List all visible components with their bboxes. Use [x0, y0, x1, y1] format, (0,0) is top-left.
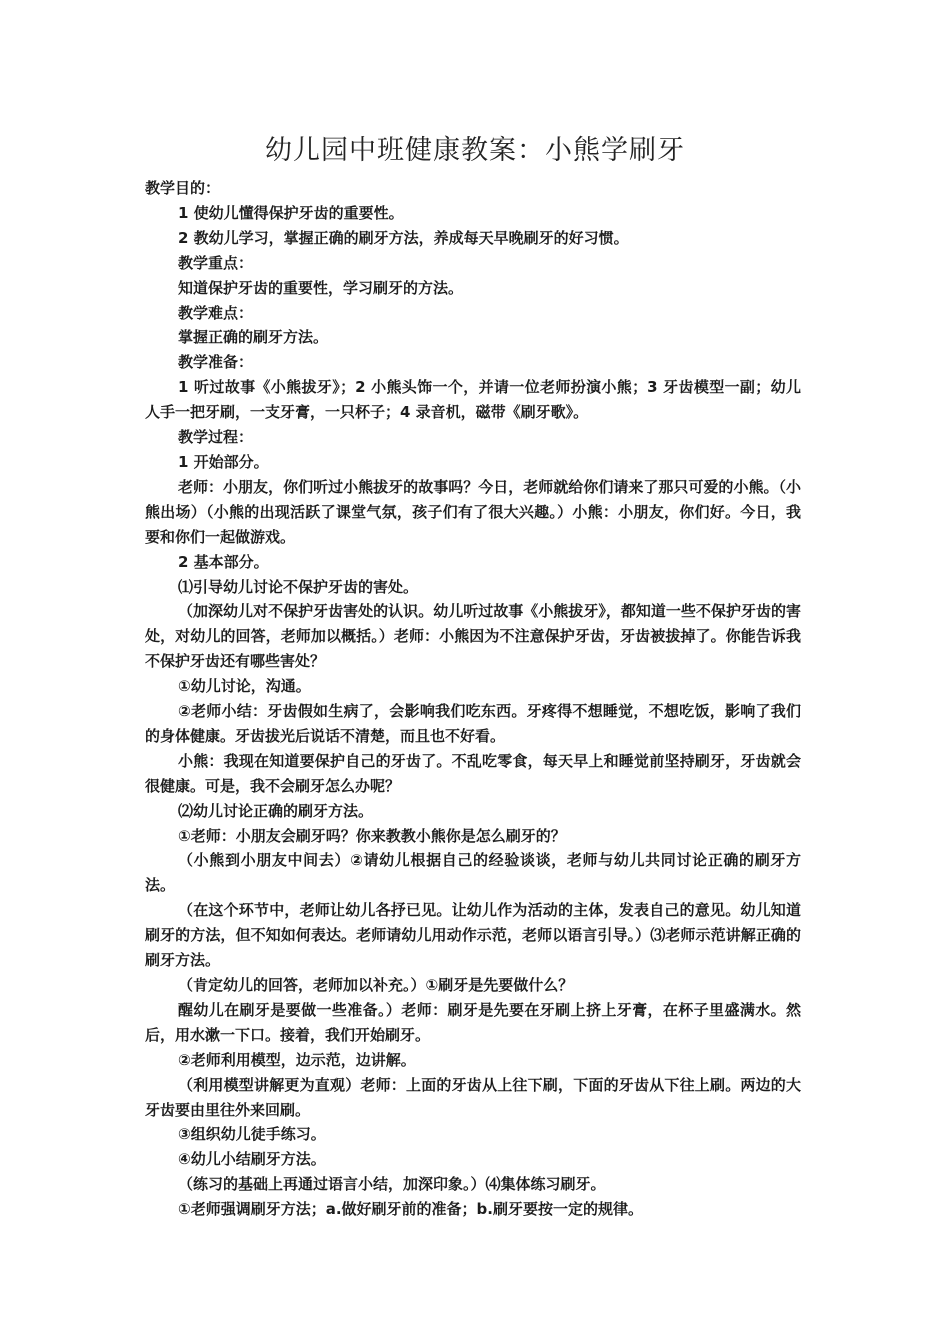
paragraph: ①幼儿讨论，沟通。	[178, 677, 311, 696]
paragraph: （肯定幼儿的回答，老师加以补充。）①刷牙是先要做什么？	[178, 976, 574, 994]
paragraph: ②老师小结：牙齿假如生病了，会影响我们吃东西。牙疼得不想睡觉，不想吃饭，影响了我们的身体健康。牙齿拔光后说话不清楚，而且也不好看。	[145, 702, 801, 745]
paragraph: （在这个环节中，老师让幼儿各抒已见。让幼儿作为活动的主体，发表自己的意见。幼儿知道刷牙的方法，但不知如何表达。老师请幼儿用动作示范，老师以语言引导。）⑶老师示范讲解正确的刷牙方法。	[145, 901, 801, 970]
paragraph: （利用模型讲解更为直观）老师：上面的牙齿从上往下刷，下面的牙齿从下往上刷。两边的大牙齿要由里往外来回刷。	[145, 1075, 801, 1119]
paragraph: 1 使幼儿懂得保护牙齿的重要性。	[178, 203, 404, 222]
paragraph: 老师：小朋友，你们听过小熊拔牙的故事吗？今日，老师就给你们请来了那只可爱的小熊。（小熊出场）（小熊的出现活跃了课堂气氛，孩子们有了很大兴趣。）小熊：小朋友，你们好。今日，我要和你们一起做游戏。	[145, 477, 801, 546]
document-body	[145, 176, 801, 1222]
paragraph: 知道保护牙齿的重要性，学习刷牙的方法。	[178, 278, 464, 297]
paragraph: ⑵幼儿讨论正确的刷牙方法。	[178, 801, 374, 820]
paragraph: ②老师利用模型，边示范，边讲解。	[178, 1050, 416, 1069]
paragraph: （加深幼儿对不保护牙齿害处的认识。幼儿听过故事《小熊拔牙》，都知道一些不保护牙齿的害处，对幼儿的回答，老师加以概括。）老师：小熊因为不注意保护牙齿，牙齿被拔掉了。你能告诉我不保护牙齿还有哪些害处？	[145, 602, 801, 671]
paragraph: ③组织幼儿徒手练习。	[178, 1125, 326, 1144]
section-heading-difficulties: 教学难点：	[178, 303, 254, 322]
paragraph: 醒幼儿在刷牙是要做一些准备。）老师：刷牙是先要在牙刷上挤上牙膏，在杯子里盛满水。然后，用水漱一下口。接着，我们开始刷牙。	[145, 1000, 801, 1044]
paragraph: ⑴引导幼儿讨论不保护牙齿的害处。	[178, 577, 419, 596]
paragraph: 1 听过故事《小熊拔牙》；2 小熊头饰一个，并请一位老师扮演小熊；3 牙齿模型一副；幼儿人手一把牙刷，一支牙膏，一只杯子；4 录音机，磁带《刷牙歌》。	[145, 378, 801, 422]
paragraph: 1 开始部分。	[178, 452, 269, 471]
section-heading-preparation: 教学准备：	[178, 353, 254, 372]
paragraph: 2 教幼儿学习，掌握正确的刷牙方法，养成每天早晚刷牙的好习惯。	[178, 228, 629, 247]
paragraph: ①老师：小朋友会刷牙吗？你来教教小熊你是怎么刷牙的？	[178, 826, 566, 845]
section-heading-key-points: 教学重点：	[178, 253, 254, 272]
document-title: 幼儿园中班健康教案：小熊学刷牙	[265, 135, 685, 166]
paragraph: （练习的基础上再通过语言小结，加深印象。）⑷集体练习刷牙。	[178, 1175, 606, 1194]
section-heading-objectives: 教学目的：	[145, 179, 221, 197]
section-heading-process: 教学过程：	[178, 428, 254, 447]
paragraph: ④幼儿小结刷牙方法。	[178, 1150, 326, 1169]
paragraph: 2 基本部分。	[178, 552, 269, 571]
paragraph: 掌握正确的刷牙方法。	[178, 328, 329, 347]
paragraph: 小熊：我现在知道要保护自己的牙齿了。不乱吃零食，每天早上和睡觉前坚持刷牙，牙齿就会很健康。可是，我不会刷牙怎么办呢？	[145, 751, 801, 795]
paragraph: ①老师强调刷牙方法；a.做好刷牙前的准备；b.刷牙要按一定的规律。	[178, 1200, 643, 1219]
paragraph: （小熊到小朋友中间去）②请幼儿根据自己的经验谈谈，老师与幼儿共同讨论正确的刷牙方法。	[145, 851, 801, 895]
